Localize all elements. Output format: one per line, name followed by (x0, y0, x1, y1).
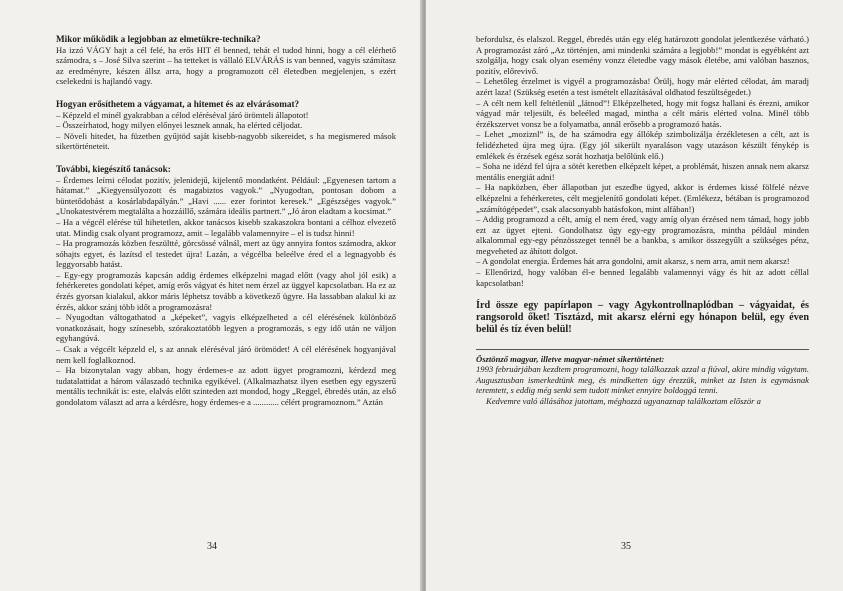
page-number-right: 35 (621, 541, 631, 553)
body-paragraph: – Nyugodtan váltogathatod a „képeket”, vagyis elképzelheted a cél elérésének különböző vonatkozásait, hogy színesebb, szórakoztatóbb legyen a programozás, s egy idő után ne váljon egyhangúvá. (56, 312, 396, 344)
body-paragraph: – Ha programozás közben feszültté, görcsössé válnál, mert az ügy annyira fontos számodra, akkor sóhajts egyet, és lazítsd el testedet újra! Lazán, a végcélba beleélve éred el a legnagyobb és leggyorsabb hatást. (56, 238, 396, 270)
body-paragraph: – Lehetőleg érzelmet is vigyél a programozásba! Örülj, hogy már elérted célodat, ám maradj azért laza! (Szükség esetén a test ismételt ellazításával oldhatod feszültségedet.) (476, 76, 809, 97)
spacer (476, 336, 809, 343)
spacer (56, 87, 396, 99)
story-paragraph: 1993 februárjában kezdtem programozni, hogy találkozzak azzal a fiúval, akire mindig vágytam. Augusztusban ismerkedtünk meg, és mindketten úgy érezzük, minket az Isten is egymásnak teremtett, s eddig még senki sem tudott minket ennyire boldoggá tenni. (476, 364, 809, 396)
body-paragraph: – A célt nem kell feltétlenül „látnod”! Elképzelheted, hogy mit fogsz hallani és érezni, amikor vágyad már teljesült, és beleéled magad, mintha a célt máris elérted volna. Minél több érzékszervet vonsz be a folyamatba, annál erősebb a programozó hatás. (476, 97, 809, 129)
body-paragraph: – Érdemes leírni célodat pozitív, jelenidejű, kijelentő mondatként. Például: „Egyenesen tartom a hátamat.” „Kiegyensúlyozott és magabiztos vagyok.” „Nyugodtan, pontosan dobom a büntetődobást a kosárlabdapályán.” „Havi ...... ezer forintot keresek.” „Egészséges vagyok.” „Unokatestvérem megtalálta a hozzáillő, számára ideális partnert.” „Jó áron eladtam a kocsimat.” (56, 174, 396, 217)
story-paragraph: Kedvemre való állásához jutottam, méghozzá ugyanaznap találkoztam először a (486, 396, 761, 407)
body-paragraph: – Egy-egy programozás kapcsán addig érdemes elképzelni magad előtt (vagy ahol jól esik) a fehérkeretes gondolati képet, amíg erős vágyat és hitet nem érzel az üggyel kapcsolatban. Ha ez az érzés gyorsan kialakul, akkor máris léphetsz tovább a következő ügyre. Ha lassabban alakul ki az érzés, akkor szánj több időt a programozásra! (56, 269, 396, 312)
spacer (476, 288, 809, 300)
section-heading: További, kiegészítő tanácsok: (56, 163, 171, 174)
body-paragraph: – Lehet „moziznl” is, de ha számodra egy állókép szimbolizálja érzékletesen a célt, azt is felidézheted újra meg újra. (Egy jól sikerült nyaraláson vagy utazáson készült fénykép is emlékek és érzések egész sorát hozhatja belőlünk elő.) (476, 129, 809, 161)
body-paragraph: – A gondolat energia. Érdemes hát arra gondolni, amit akarsz, s nem arra, amit nem akarsz! (476, 256, 790, 267)
divider (476, 349, 809, 350)
exercise-callout: Írd össze egy papírlapon – vagy Agykontrollnaplódban – vágyaidat, és rangsorold őket! Tisztázd, mit akarsz elérni egy hónapon belül, egy éven belül és tíz éven belül! (476, 300, 809, 335)
body-paragraph: – Ha a végcél elérése túl hihetetlen, akkor tanácsos kisebb szakaszokra bontani a célhoz elvezető utat. Mindig csak olyant programozz, amit – legalább valamennyire – el is tudsz hinni! (56, 216, 396, 238)
spacer (56, 152, 396, 164)
right-page (426, 0, 843, 591)
body-paragraph: – Összeírhatod, hogy milyen előnyei lesznek annak, ha elérted céljodat. (56, 120, 303, 131)
body-paragraph: – Addig programozd a célt, amíg el nem éred, vagy amíg olyan érzésed nem támad, hogy jobb ezt az ügyet ejteni. Gondolhatsz úgy egy-egy programozásra, mintha például minden alkalommal egy-egy pénzösszeget tennél be a bankba, s amikor összegyűlt a szükséges pénz, megveheted az áhított dolgot. (476, 214, 809, 256)
body-paragraph: – Soha ne idézd fel újra a sötét keretben elképzelt képet, a problémát, hiszen annak nem akarsz mentális energiát adni! (476, 161, 809, 182)
body-paragraph: – Csak a végcélt képzeld el, s az annak eléréséval járó örömödet! A cél elérésének hogyanjával nem kell foglalkoznod. (56, 344, 396, 365)
section-heading: Hogyan erősíthetem a vágyamat, a hitemet és az elvárásomat? (56, 98, 300, 109)
body-paragraph: – Ha napközben, éber állapotban jut eszedbe ügyed, akkor is érdemes kissé fölfelé nézve elképzelni a fehérkeretes, célt megjelenítő gondolati képet. (Emlékezz, bétában is programozod „számítógépedet”, csak alacsonyabb hatásfokon, mint alfában!) (476, 182, 809, 214)
page-number-left: 34 (207, 541, 217, 553)
body-paragraph: befordulsz, és elalszol. Reggel, ébredés után egy elég határozott gondolat jelentkezése várható.) A programozást záró „Az történjen, ami mindenki számára a legjobb!” mondat is egyébként azt szolgálja, hogy csak olyan esemény vonzz életedbe vagy mások életébe, ami valóban hasznos, pozitív, előrevivő. (476, 34, 809, 76)
story-heading: Ösztönző magyar, illetve magyar-német sikertörténet: (476, 353, 665, 364)
body-paragraph: Ha izzó VÁGY hajt a cél felé, ha erős HIT él benned, tehát el tudod hinni, hogy a cél elérhető számodra, s – José Silva szerint – ha tetteket is vállaló ELVÁRÁS is van benned, vagyis számítasz az eredményre, készen állsz arra, hogy a programozott cél életedben megjelenjen, s ezért cselekedni is hajlandó vagy. (56, 44, 396, 87)
body-paragraph: – Ellenőrizd, hogy valóban él-e benned legalább valamennyi vágy és hit az adott céllal kapcsolatban! (476, 267, 809, 288)
body-paragraph: – Növeli hitedet, ha füzetben gyűjtöd saját kisebb-nagyobb sikereidet, s ha megismered mások sikertörténeteit. (56, 130, 396, 152)
right-page-text (476, 34, 809, 407)
body-paragraph: – Ha bizonytalan vagy abban, hogy érdemes-e az adott ügyet programozni, kérdezd meg tudatalattidat a három válaszadó technika egyikével. (Alkalmazhatsz ilyen esetben egy egyszerű mentális technikát is: este, elalvás előtt szinteden azt mondod, hogy „Reggel, ébredés után, az első gondolatom választ ad arra a kérdésre, hogy érdemes-e a ............ célért programoznom.” Aztán (56, 365, 396, 407)
body-paragraph: – Képzeld el minél gyakrabban a célod eléréséval járó örömteli állapotot! (56, 109, 309, 120)
left-page-text (56, 34, 396, 408)
section-heading: Mikor működik a legjobban az elmetükre-technika? (56, 34, 261, 44)
